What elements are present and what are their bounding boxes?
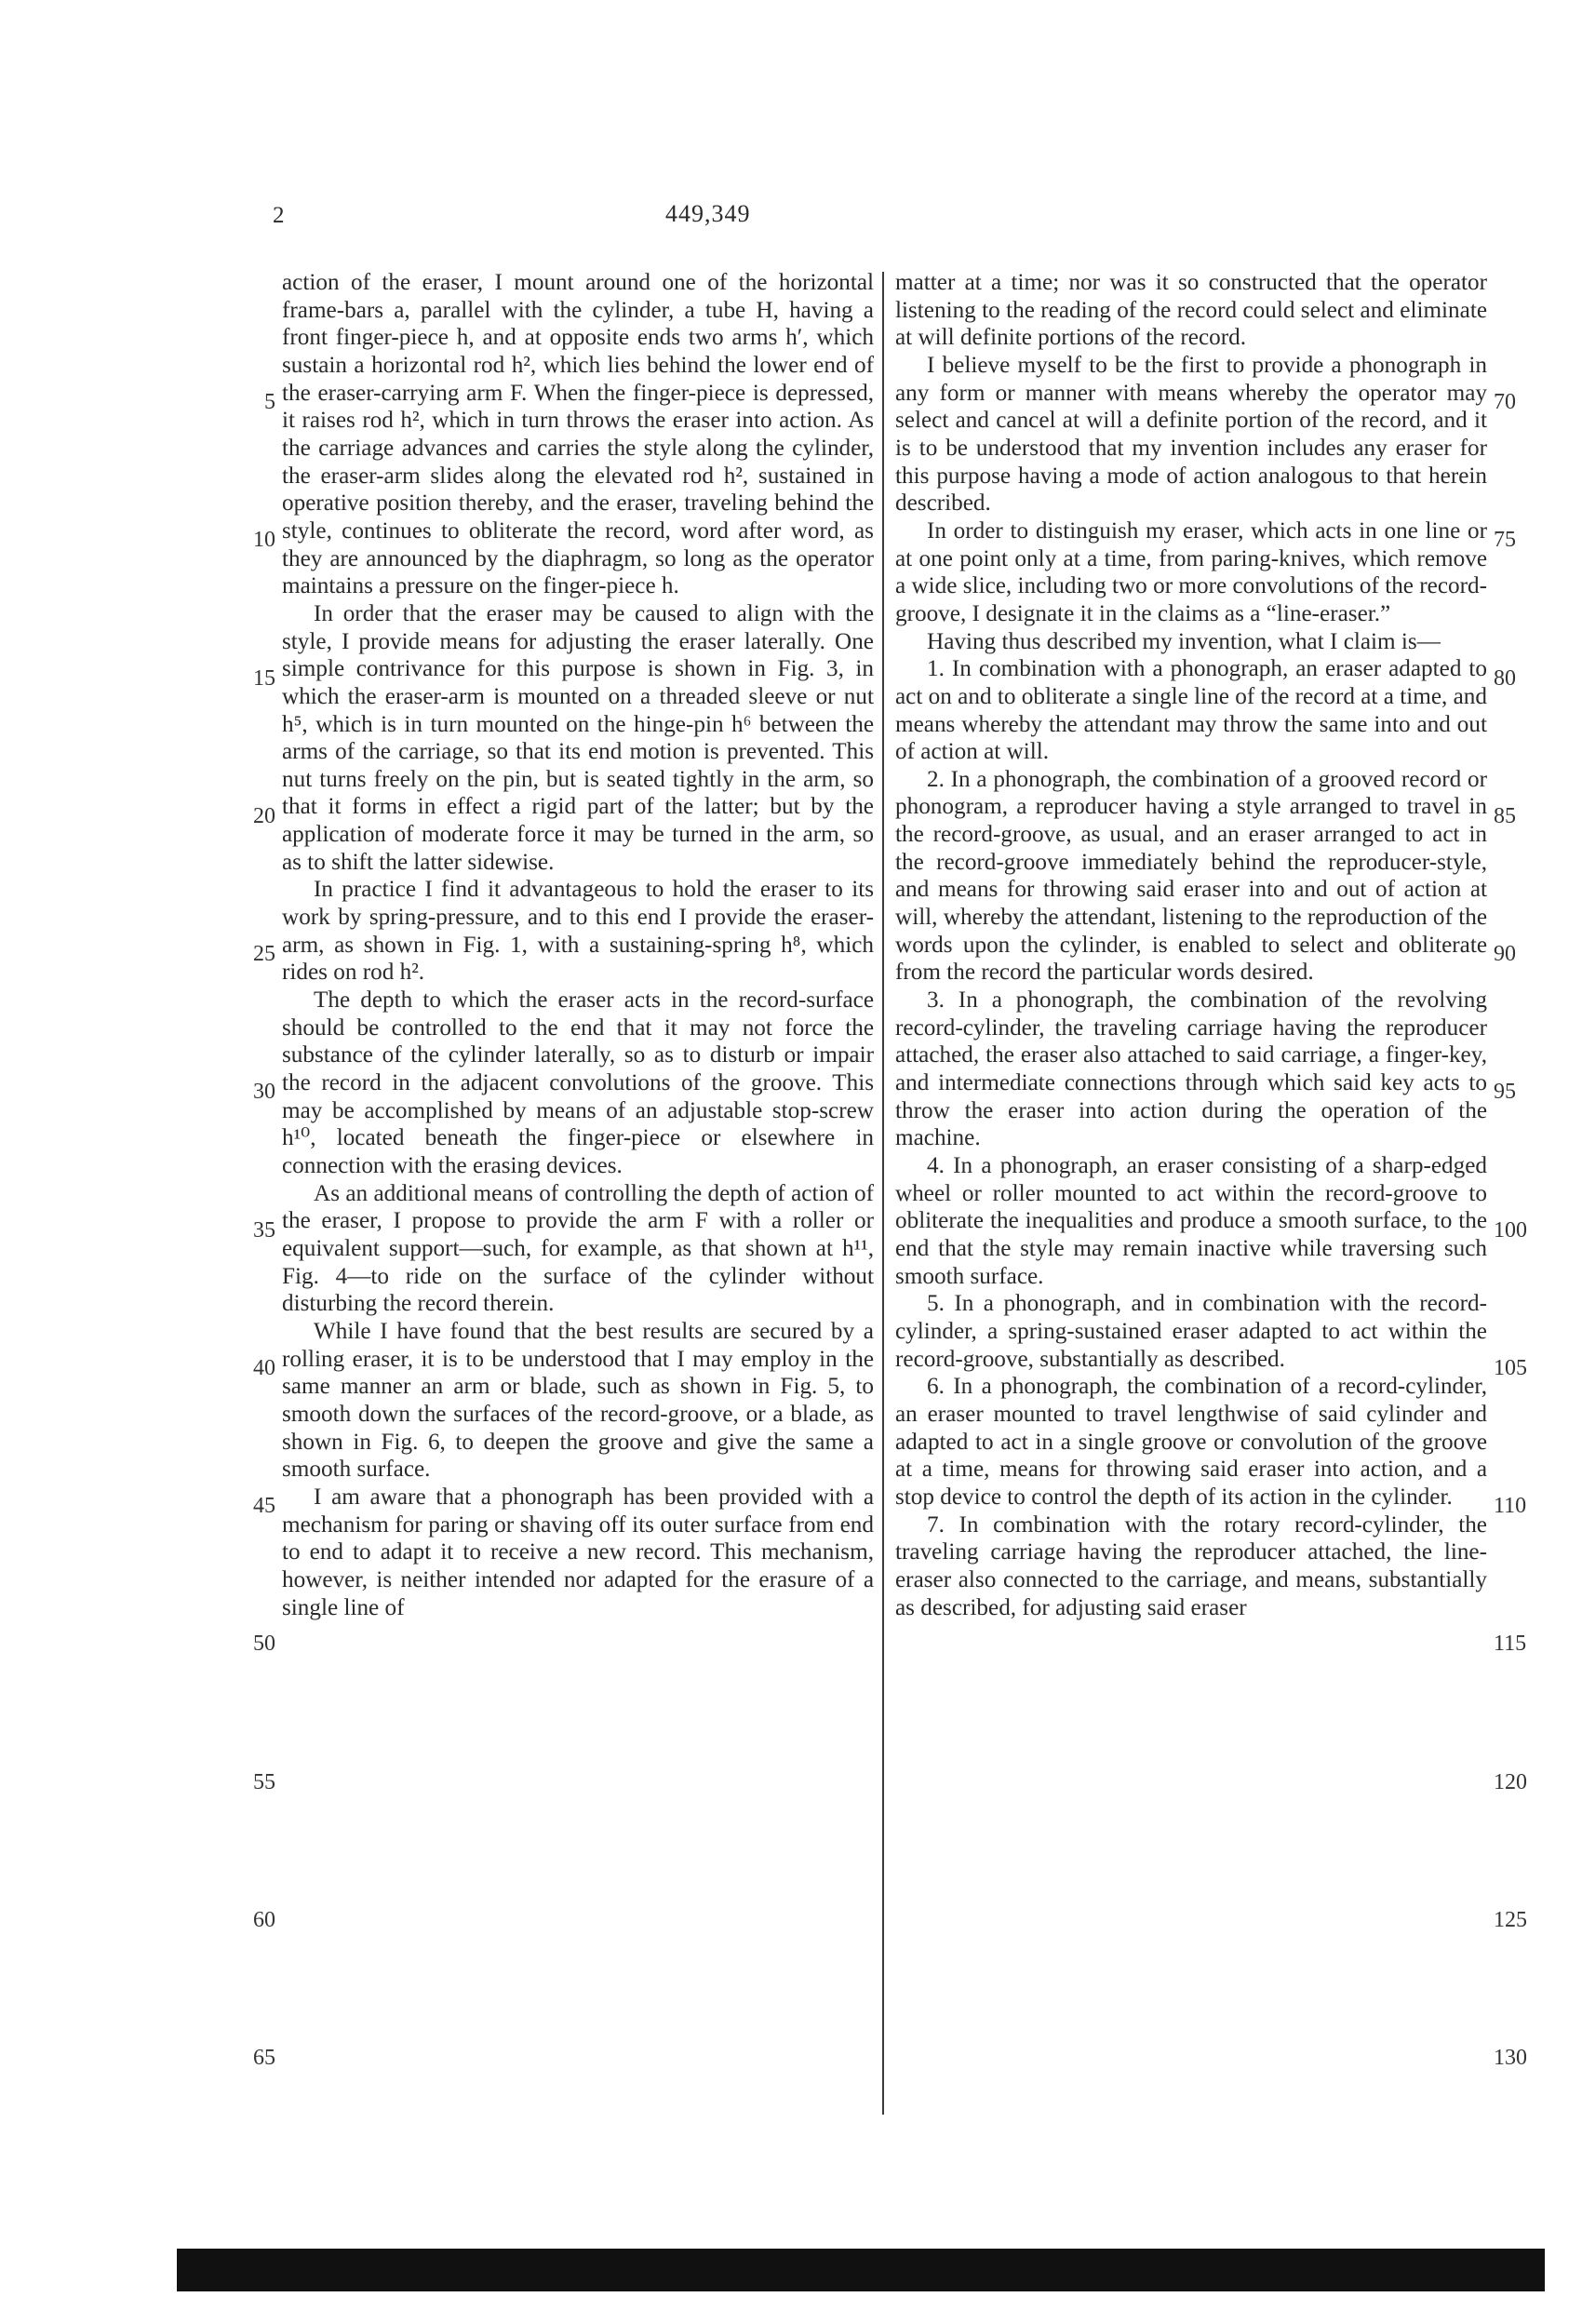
line-number: 60 xyxy=(253,1907,275,1932)
page-number: 2 xyxy=(273,203,285,228)
line-number: 30 xyxy=(253,1080,275,1105)
line-number: 90 xyxy=(1494,942,1516,966)
line-number: 10 xyxy=(253,528,275,553)
bottom-border-bar xyxy=(177,2249,1545,2291)
paragraph: In order to distinguish my eraser, which acts in one line or at one point only at a time, from paring-knives, which remove a wide slice, including two or more convolutions of the record-groove, I designate it in the claims as a “line-eraser.” xyxy=(895,517,1487,626)
line-number: 40 xyxy=(253,1355,275,1380)
left-column xyxy=(282,269,874,1621)
paragraph: 6. In a phonograph, the combination of a record-cylinder, an eraser mounted to travel lengthwise of said cylinder and adapted to act in a single groove or convolution of the groove at a time, means for throwing said eraser into action, and a stop device to control the depth of its action in the cylinder. xyxy=(895,1374,1487,1510)
line-number: 65 xyxy=(253,2046,275,2070)
line-number: 25 xyxy=(253,942,275,966)
paragraph: 2. In a phonograph, the combination of a grooved record or phonogram, a reproducer having a style arranged to travel in the record-groove, as usual, and an eraser arranged to act in the record-groove immediately behind the reproducer-style, and means for throwing said eraser into and out of action at will, whereby the attendant, listening to the reproduction of the words upon the cylinder, is enabled to select and obliterate from the record the particular words desired. xyxy=(895,766,1487,986)
paragraph: 5. In a phonograph, and in combination with the record-cylinder, a spring-sustained eraser adapted to act within the record-groove, substantially as described. xyxy=(895,1291,1487,1372)
line-number: 50 xyxy=(253,1632,275,1657)
line-number: 115 xyxy=(1494,1632,1527,1657)
paragraph: action of the eraser, I mount around one of the horizontal frame-bars a, parallel with the cylinder, a tube H, having a front finger-piece h, and at opposite ends two arms h′, which sustain a horizontal rod h², which lies behind the lower end of the eraser-carrying arm F. When the finger-piece is depressed, it raises rod h², which in turn throws the eraser into action. As the carriage advances and carries the style along the cylinder, the eraser-arm slides along the elevated rod h², sustained in operative position thereby, and the eraser, traveling behind the style, continues to obliterate the record, word after word, as they are announced by the diaphragm, so long as the operator maintains a pressure on the finger-piece h. xyxy=(282,270,874,599)
paragraph: matter at a time; nor was it so constructed that the operator listening to the reading of the record could select and eliminate at will definite portions of the record. xyxy=(895,270,1487,351)
line-number: 95 xyxy=(1494,1080,1516,1105)
column-divider xyxy=(882,272,884,2115)
line-number: 105 xyxy=(1494,1355,1527,1380)
line-number: 45 xyxy=(253,1494,275,1518)
line-number: 20 xyxy=(253,803,275,828)
line-number: 130 xyxy=(1494,2046,1527,2070)
patent-number: 449,349 xyxy=(665,200,751,227)
paragraph: 3. In a phonograph, the combination of the revolving record-cylinder, the traveling carriage having the reproducer attached, the eraser also attached to said carriage, a finger-key, and intermediate connections through which said key acts to throw the eraser into action during the operation of the machine. xyxy=(895,987,1487,1151)
paragraph: 7. In combination with the rotary record-cylinder, the traveling carriage having the reproducer attached, the line-eraser also connected to the carriage, and means, substantially as described, for adjusting said eraser xyxy=(895,1511,1487,1620)
line-number: 70 xyxy=(1494,390,1516,414)
paragraph: I am aware that a phonograph has been provided with a mechanism for paring or shaving off its outer surface from end to end to adapt it to receive a new record. This mechanism, however, is neither intended nor adapted for the erasure of a single line of xyxy=(282,1484,874,1620)
line-number: 85 xyxy=(1494,803,1516,828)
line-number: 75 xyxy=(1494,528,1516,553)
line-number: 15 xyxy=(253,665,275,691)
paragraph: Having thus described my invention, what I claim is— xyxy=(927,628,1441,654)
paragraph: The depth to which the eraser acts in the record-surface should be controlled to the end that it may not force the substance of the cylinder laterally, so as to disturb or impair the record in the adjacent convolutions of the groove. This may be accomplished by means of an adjustable stop-screw h¹⁰, located beneath the finger-piece or elsewhere in connection with the erasing devices. xyxy=(282,987,874,1178)
line-number: 80 xyxy=(1494,665,1516,691)
paragraph: 1. In combination with a phonograph, an eraser adapted to act on and to obliterate a single line of the record at a time, and means whereby the attendant may throw the same into and out of action at will. xyxy=(895,656,1487,765)
paragraph: In practice I find it advantageous to hold the eraser to its work by spring-pressure, and to this end I provide the eraser-arm, as shown in Fig. 1, with a sustaining-spring h⁸, which rides on rod h². xyxy=(282,877,874,986)
paragraph: 4. In a phonograph, an eraser consisting of a sharp-edged wheel or roller mounted to act within the record-groove to obliterate the inequalities and produce a smooth surface, to the end that the style may remain inactive while traversing such smooth surface. xyxy=(895,1153,1487,1289)
paragraph: As an additional means of controlling the depth of action of the eraser, I propose to provide the arm F with a roller or equivalent support—such, for example, as that shown at h¹¹, Fig. 4—to ride on the surface of the cylinder without disturbing the record therein. xyxy=(282,1180,874,1317)
line-number: 35 xyxy=(253,1217,275,1243)
right-column xyxy=(895,269,1487,1621)
paragraph: I believe myself to be the first to provide a phonograph in any form or manner with means whereby the operator may select and cancel at will a definite portion of the record, and it is to be understood that my invention includes any eraser for this purpose having a mode of action analogous to that herein described. xyxy=(895,352,1487,517)
line-number: 125 xyxy=(1494,1907,1527,1932)
line-number: 120 xyxy=(1494,1769,1527,1794)
line-number: 110 xyxy=(1494,1494,1527,1518)
paragraph: In order that the eraser may be caused to align with the style, I provide means for adjusting the eraser laterally. One simple contrivance for this purpose is shown in Fig. 3, in which the eraser-arm is mounted on a threaded sleeve or nut h⁵, which is in turn mounted on the hinge-pin h⁶ between the arms of the carriage, so that its end motion is prevented. This nut turns freely on the pin, but is seated tightly in the arm, so that it forms in effect a rigid part of the latter; but by the application of moderate force it may be turned in the arm, so as to shift the latter sidewise. xyxy=(282,600,874,875)
line-number: 5 xyxy=(264,390,275,414)
paragraph: While I have found that the best results are secured by a rolling eraser, it is to be understood that I may employ in the same manner an arm or blade, such as shown in Fig. 5, to smooth down the surfaces of the record-groove, or a blade, as shown in Fig. 6, to deepen the groove and give the same a smooth surface. xyxy=(282,1318,874,1483)
line-number: 55 xyxy=(253,1769,275,1794)
line-number: 100 xyxy=(1494,1217,1527,1243)
